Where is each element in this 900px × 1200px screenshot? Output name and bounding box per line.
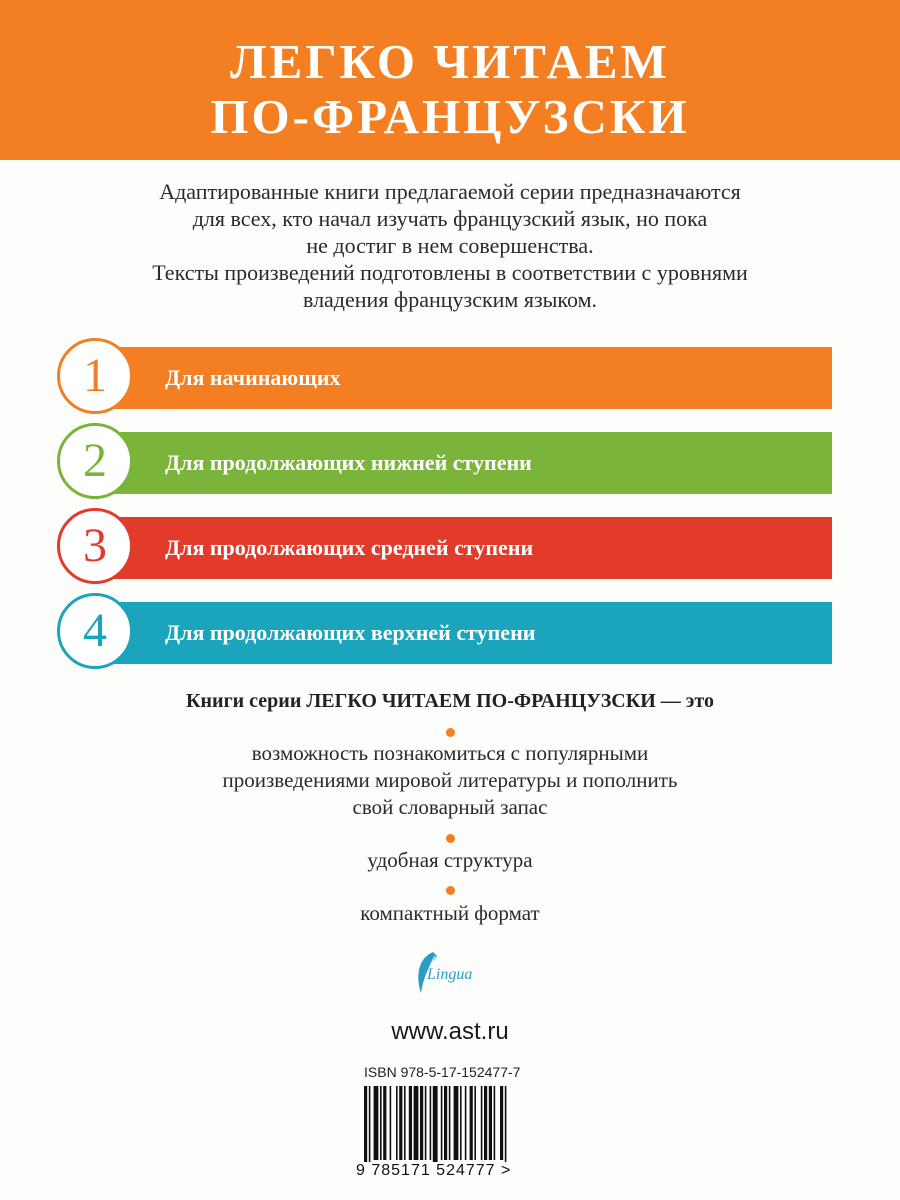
level-number-badge: 3 (57, 508, 133, 584)
barcode-bar (364, 1086, 367, 1168)
barcode-bar (500, 1086, 503, 1160)
feature-item (0, 740, 900, 821)
barcode-bar (414, 1086, 419, 1160)
isbn-number: ISBN 978-5-17-152477-7 (364, 1064, 521, 1080)
level-4 (0, 588, 900, 678)
barcode-bar (396, 1086, 398, 1160)
series-title-line-2: ПО-ФРАНЦУЗСКИ (210, 89, 690, 144)
barcode-bar (481, 1086, 483, 1160)
barcode-bar (380, 1086, 382, 1160)
barcode-bar (489, 1086, 492, 1160)
series-title-line-1: ЛЕГКО ЧИТАЕМ (230, 34, 670, 89)
level-label: Для продолжающих средней ступени (165, 535, 534, 560)
barcode-bar (494, 1086, 496, 1160)
barcode-bar (425, 1086, 427, 1160)
level-1 (0, 333, 900, 423)
barcode-bar (374, 1086, 379, 1160)
intro-line: Тексты произведений подготовлены в соответствии с уровнями (152, 260, 748, 285)
level-2 (0, 418, 900, 508)
barcode-bar (441, 1086, 443, 1160)
barcode-bar (399, 1086, 402, 1160)
barcode-bar (460, 1086, 462, 1160)
level-3 (0, 503, 900, 593)
barcode-bar (444, 1086, 447, 1160)
intro-line: для всех, кто начал изучать французский язык, но пока (192, 206, 708, 231)
barcode-bar (433, 1086, 438, 1168)
barcode-bar (484, 1086, 487, 1160)
barcode-bar (404, 1086, 406, 1160)
feature-item (0, 847, 900, 874)
barcode-bar (454, 1086, 459, 1160)
intro-line: владения французским языком. (302, 287, 598, 312)
barcode-digits: 9 785171 524777 > (356, 1162, 512, 1179)
barcode-bar (409, 1086, 412, 1160)
barcode-bar (369, 1086, 371, 1168)
barcode-bar (505, 1086, 507, 1168)
feature-line: удобная структура (367, 848, 533, 872)
intro-line: Адаптированные книги предлагаемой серии предназначаются (159, 179, 741, 204)
feature-line: произведениями мировой литературы и пополнить (222, 768, 678, 792)
bullet-dot (446, 728, 455, 737)
level-number-badge: 2 (57, 423, 133, 499)
level-label: Для продолжающих верхней ступени (165, 620, 536, 645)
level-label: Для продолжающих нижней ступени (165, 450, 532, 475)
bullet-dot (446, 834, 455, 843)
level-number-badge: 4 (57, 593, 133, 669)
barcode-bar (420, 1086, 423, 1160)
barcode-bar (430, 1086, 432, 1160)
publisher-logo (405, 950, 495, 1000)
barcode-bar (474, 1086, 476, 1160)
feature-item (0, 900, 900, 927)
title-banner (0, 0, 900, 160)
intro-line: не достиг в нем совершенства. (306, 233, 594, 258)
logo-wordmark: Lingua (427, 966, 473, 983)
barcode-bar (383, 1086, 386, 1160)
feature-line: компактный формат (360, 901, 540, 925)
barcode-bar (390, 1086, 392, 1160)
barcode (350, 1082, 590, 1182)
level-label: Для начинающих (165, 365, 341, 390)
level-number-badge: 1 (57, 338, 133, 414)
barcode-bar (465, 1086, 467, 1160)
barcode-bar (470, 1086, 473, 1160)
intro-paragraph (40, 178, 860, 313)
website-url: www.ast.ru (391, 1018, 509, 1045)
feature-line: свой словарный запас (352, 795, 548, 819)
feature-line: возможность познакомиться с популярными (251, 741, 649, 765)
barcode-bar (449, 1086, 451, 1160)
series-heading: Книги серии ЛЕГКО ЧИТАЕМ ПО-ФРАНЦУЗСКИ — это (186, 690, 714, 712)
bullet-dot (446, 886, 455, 895)
